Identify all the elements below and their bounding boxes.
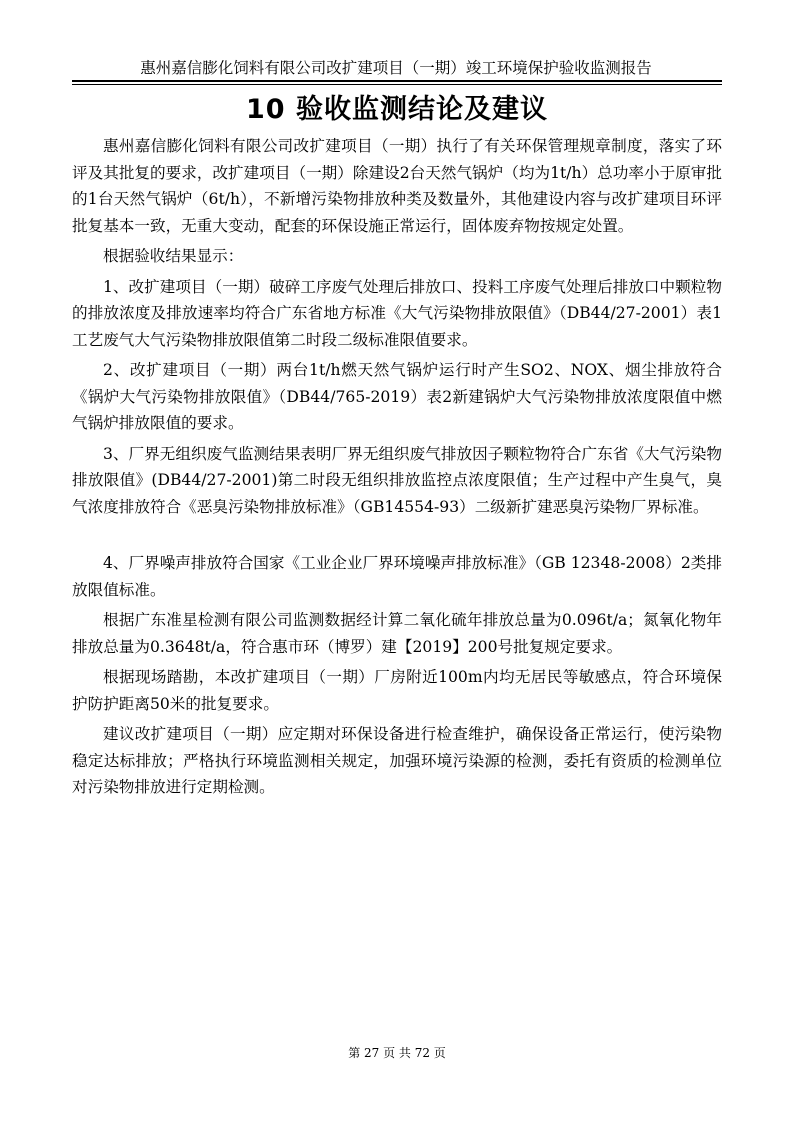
paragraph-results-intro: 根据验收结果显示： xyxy=(103,247,244,265)
page-number: 第 27 页 共 72 页 xyxy=(348,1046,446,1060)
header-rule xyxy=(72,80,722,82)
paragraph-emission-totals: 根据广东准星检测有限公司监测数据经计算二氧化硫年排放总量为0.096t/a；氮氧化物年排放总量为0.3648t/a，符合惠市环（博罗）建【2019】200号批复规定要求。 xyxy=(72,611,722,656)
paragraph-protection-distance: 根据现场踏勘，本改扩建项目（一期）厂房附近100m内均无居民等敏感点，符合环境保护防护距离50米的批复要求。 xyxy=(72,668,722,713)
paragraph-recommendation: 建议改扩建项目（一期）应定期对环保设备进行检查维护，确保设备正常运行，使污染物稳定达标排放；严格执行环境监测相关规定，加强环境污染源的检测，委托有资质的检测单位对污染物排放进行定期检测。 xyxy=(72,725,722,796)
paragraph-finding-3: 3、厂界无组织废气监测结果表明厂界无组织废气排放因子颗粒物符合广东省《大气污染物排放限值》(DB44/27-2001)第二时段无组织排放监控点浓度限值；生产过程中产生臭气，臭气浓度排放符合《恶臭污染物排放标准》（GB14554-93）二级新扩建恶臭污染物厂界标准。 xyxy=(72,444,722,516)
paragraph-finding-1: 1、改扩建项目（一期）破碎工序废气处理后排放口、投料工序废气处理后排放口中颗粒物的排放浓度及排放速率均符合广东省地方标准《大气污染物排放限值》（DB44/27-2001）表1 工艺废气大气污染物排放限值第二时段二级标准限值要求。 xyxy=(72,277,722,349)
chapter-title: 10 验收监测结论及建议 xyxy=(246,94,548,125)
paragraph-summary: 惠州嘉信膨化饲料有限公司改扩建项目（一期）执行了有关环保管理规章制度，落实了环评及其批复的要求，改扩建项目（一期）除建设2台天然气锅炉（均为1t/h）总功率小于原审批的1台天然气锅炉（6t/h），不新增污染物排放种类及数量外，其他建设内容与改扩建项目环评批复基本一致，无重大变动，配套的环保设施正常运行，固体废弃物按规定处置。 xyxy=(72,137,722,235)
paragraph-finding-4: 4、厂界噪声排放符合国家《工业企业厂界环境噪声排放标准》（GB 12348-2008）2类排放限值标准。 xyxy=(72,554,722,599)
running-header: 惠州嘉信膨化饲料有限公司改扩建项目（一期）竣工环境保护验收监测报告 xyxy=(140,59,652,77)
header-rule-thin xyxy=(72,84,722,85)
paragraph-finding-2: 2、改扩建项目（一期）两台1t/h燃天然气锅炉运行时产生SO2、NOX、烟尘排放符合《锅炉大气污染物排放限值》（DB44/765-2019）表2新建锅炉大气污染物排放浓度限值中燃气锅炉排放限值的要求。 xyxy=(72,361,722,432)
body-text xyxy=(72,133,722,801)
